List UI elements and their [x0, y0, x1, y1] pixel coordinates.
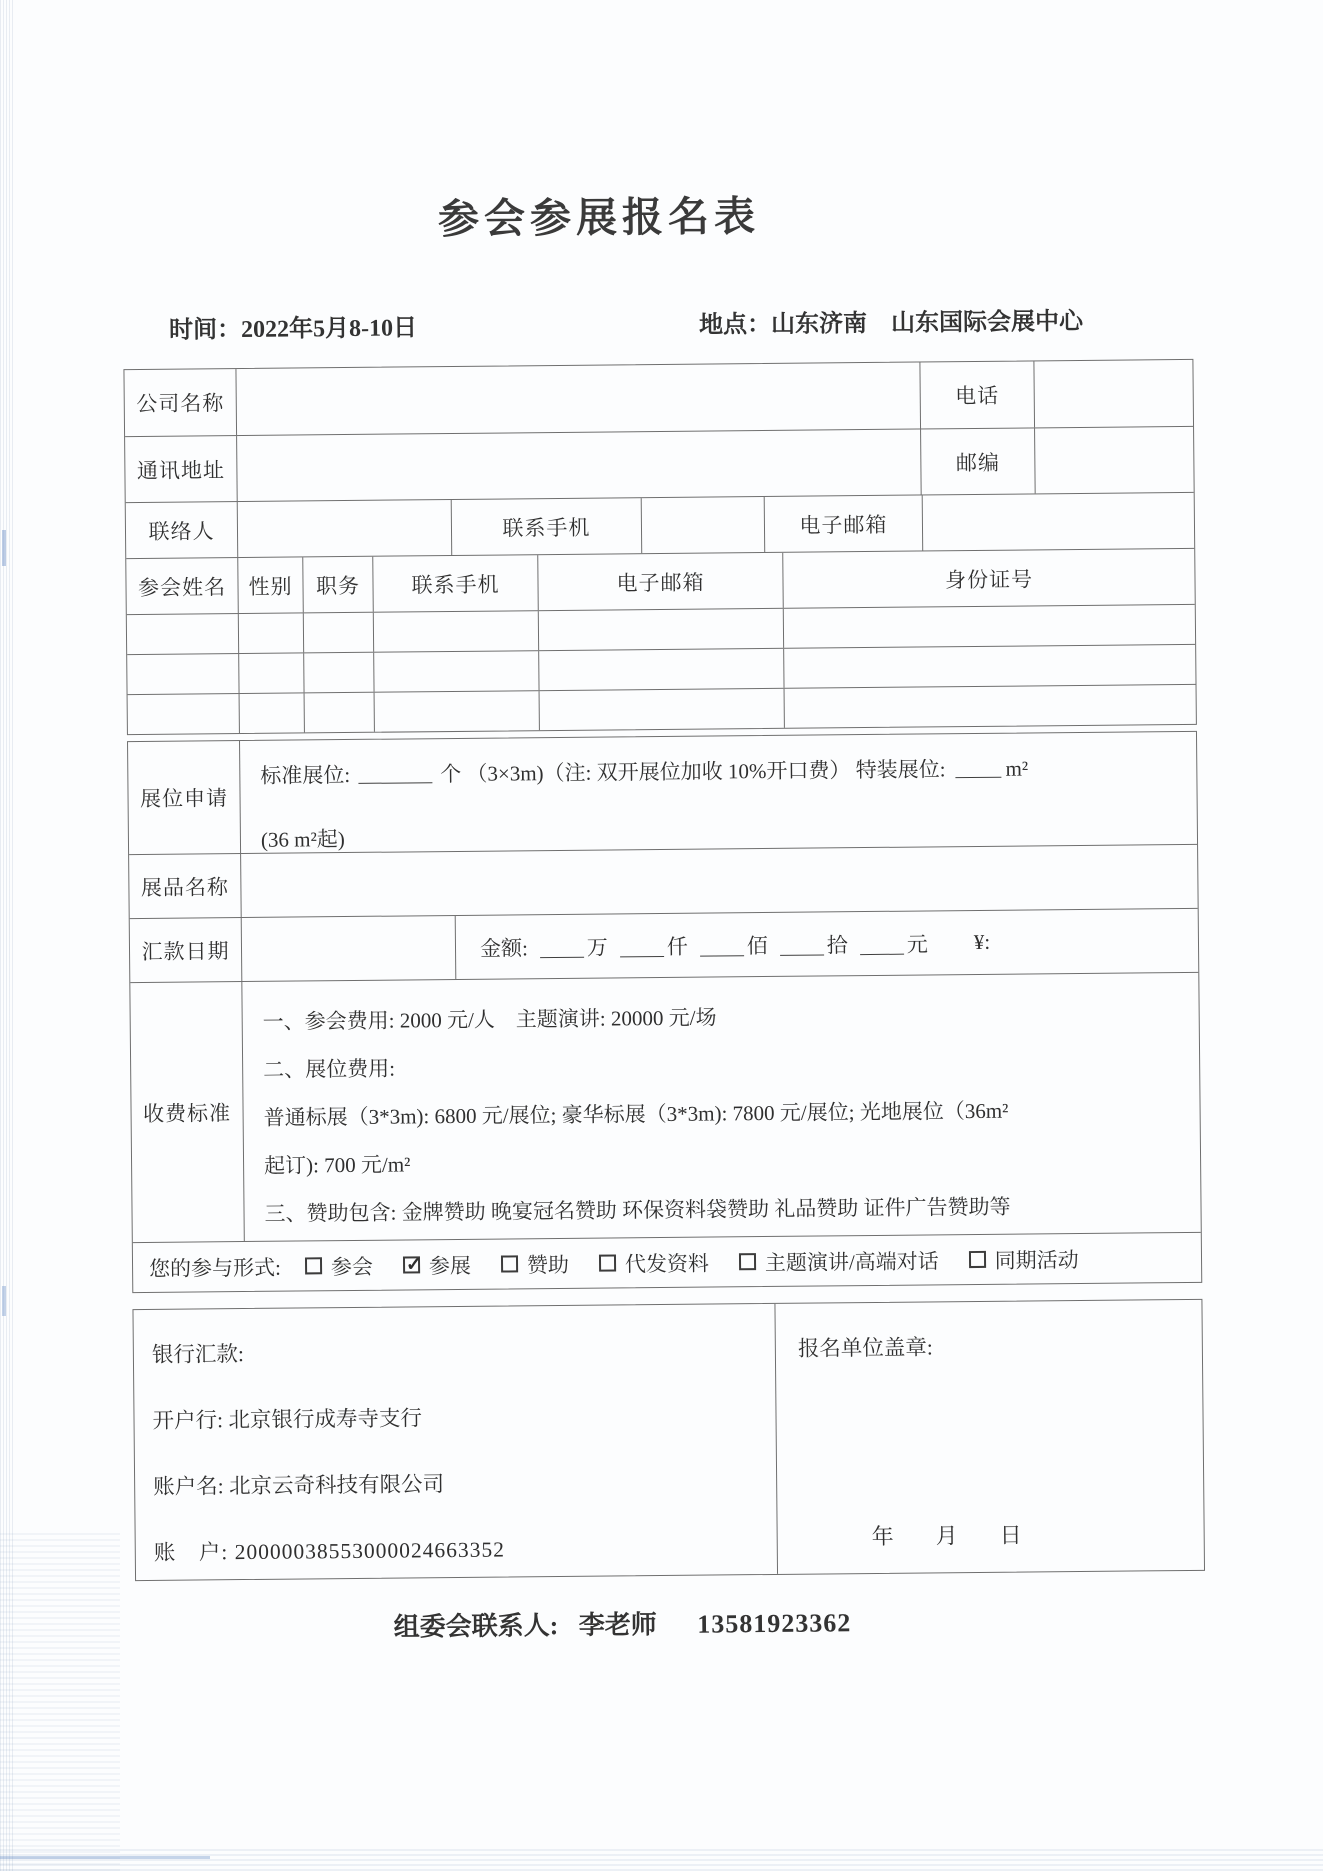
company-name-label: 公司名称	[124, 369, 237, 436]
participation-row	[133, 1232, 1201, 1292]
fee-standard-row	[130, 972, 1200, 1242]
option-keynote-dialog[interactable]: 主题演讲/高端对话	[739, 1245, 939, 1277]
bank-branch-line: 开户行: 北京银行成寿寺支行	[152, 1406, 422, 1433]
attendee-id-label: 身份证号	[944, 566, 1034, 592]
bank-remittance-title: 银行汇款:	[151, 1342, 244, 1367]
amount-blank[interactable]	[860, 932, 904, 954]
account-number-line: 账 户: 20000038553000024663352	[153, 1537, 506, 1565]
option-distribute-materials[interactable]: 代发资料	[599, 1247, 709, 1278]
exhibit-name-field[interactable]	[241, 845, 1198, 917]
amount-field[interactable]: 金额: 万 仟 佰 拾 元 ¥:	[479, 929, 991, 961]
amount-blank[interactable]	[620, 934, 664, 956]
booth-application-row	[128, 732, 1197, 854]
booth-count-blank[interactable]	[358, 761, 432, 784]
organizer-contact-line	[87, 1599, 1157, 1646]
option-sponsor[interactable]: 赞助	[501, 1248, 569, 1279]
option-attend[interactable]: 参会	[305, 1250, 373, 1281]
checkbox-sponsor[interactable]	[501, 1255, 518, 1272]
organizer-contact-label: 组委会联系人:	[393, 1611, 559, 1642]
contact-person-row	[126, 492, 1194, 558]
contact-email-field[interactable]	[923, 493, 1195, 551]
date-line	[871, 1519, 1021, 1551]
event-location: 地点：山东济南 山东国际会展中心	[698, 308, 1084, 339]
booth-area-blank[interactable]	[955, 756, 1001, 778]
organizer-contact-phone: 13581923362	[697, 1608, 852, 1639]
contact-person-field[interactable]	[238, 500, 453, 557]
attendee-email-label: 电子邮箱	[538, 553, 784, 610]
attendee-id-field[interactable]	[784, 645, 1195, 688]
address-label: 通讯地址	[125, 436, 238, 502]
postcode-label: 邮编	[921, 428, 1036, 494]
attendee-position-field[interactable]	[304, 613, 374, 653]
company-name-field[interactable]	[236, 362, 921, 435]
bank-info-cell	[133, 1304, 778, 1580]
attendee-gender-field[interactable]	[239, 613, 304, 653]
attendee-gender-field[interactable]	[240, 693, 305, 733]
seal-label: 报名单位盖章:	[797, 1335, 933, 1361]
fee-standard-label: 收费标准	[130, 982, 244, 1242]
option-exhibit[interactable]: ✓ 参展	[403, 1249, 471, 1280]
attendee-gender-label: 性别	[238, 557, 304, 613]
contact-email-label: 电子邮箱	[765, 495, 924, 552]
attendee-email-field[interactable]	[539, 609, 784, 650]
exhibit-name-label: 展品名称	[129, 854, 242, 918]
remittance-date-label: 汇款日期	[130, 918, 243, 982]
currency-label: ¥:	[973, 929, 991, 955]
seal-cell	[775, 1300, 1204, 1574]
amount-label: 金额:	[479, 935, 528, 961]
phone-field[interactable]	[1034, 360, 1193, 428]
checkbox-distribute-materials[interactable]	[599, 1254, 616, 1271]
attendee-position-field[interactable]	[305, 693, 375, 733]
participation-label: 您的参与形式:	[148, 1255, 282, 1281]
fee-line: 二、展位费用:	[263, 1056, 396, 1082]
address-row	[125, 426, 1194, 502]
address-field[interactable]	[237, 429, 922, 501]
attendee-email-field[interactable]	[539, 649, 784, 690]
fee-line: 普通标展（3*3m): 6800 元/展位; 豪华标展（3*3m): 7800 元/展位; 光地展位（36m²	[263, 1098, 1009, 1130]
booth-line-2: (36 m²起)	[260, 827, 345, 852]
booth-application-field[interactable]	[240, 732, 1197, 853]
fee-line: 一、参会费用: 2000 元/人 主题演讲: 20000 元/场	[262, 1005, 717, 1034]
fee-line: 起订): 700 元/m²	[263, 1152, 411, 1178]
amount-blank[interactable]	[700, 934, 744, 956]
amount-blank[interactable]	[780, 933, 824, 955]
attendee-name-field[interactable]	[128, 694, 240, 734]
attendee-mobile-field[interactable]	[375, 691, 540, 732]
exhibit-name-row	[129, 844, 1198, 918]
event-info-row	[123, 300, 1193, 345]
fee-line: 三、赞助包含: 金牌赞助 晚宴冠名赞助 环保资料袋赞助 礼品赞助 证件广告赞助等	[264, 1194, 1011, 1226]
checkbox-attend[interactable]	[305, 1257, 322, 1274]
organizer-contact-name: 李老师	[578, 1610, 657, 1640]
remittance-row	[130, 908, 1199, 982]
year-label: 年	[871, 1523, 894, 1550]
fee-standard-content	[242, 973, 1200, 1241]
bank-table	[132, 1299, 1205, 1581]
checkbox-exhibit[interactable]	[403, 1256, 420, 1273]
attendee-position-field[interactable]	[304, 653, 374, 693]
attendee-name-field[interactable]	[127, 654, 239, 694]
booth-application-label: 展位申请	[128, 741, 241, 854]
attendee-position-label: 职务	[303, 557, 374, 613]
contact-table	[123, 359, 1196, 735]
booth-fee-table	[127, 731, 1202, 1293]
day-label: 日	[999, 1522, 1022, 1548]
company-row	[124, 360, 1193, 436]
attendee-name-field[interactable]	[127, 614, 239, 654]
month-label: 月	[935, 1523, 958, 1549]
checkbox-keynote-dialog[interactable]	[739, 1253, 756, 1270]
checkbox-concurrent-activity[interactable]	[969, 1251, 986, 1268]
option-concurrent-activity[interactable]: 同期活动	[969, 1244, 1079, 1275]
amount-blank[interactable]	[540, 935, 584, 957]
attendee-id-field[interactable]	[784, 605, 1195, 648]
page-title: 参会参展报名表	[437, 193, 761, 243]
phone-label: 电话	[920, 361, 1035, 428]
event-time: 时间：2022年5月8-10日	[168, 315, 418, 344]
account-name-line: 账户名: 北京云奇科技有限公司	[153, 1472, 445, 1499]
attendee-gender-field[interactable]	[239, 653, 304, 693]
postcode-field[interactable]	[1035, 427, 1194, 494]
attendee-mobile-label: 联系手机	[373, 555, 539, 612]
attendee-id-field[interactable]	[785, 685, 1196, 728]
contact-mobile-field[interactable]	[642, 497, 766, 553]
contact-person-label: 联络人	[126, 502, 239, 558]
attendee-header-row	[126, 548, 1194, 614]
attendee-name-label: 参会姓名	[126, 558, 239, 614]
attendee-email-field[interactable]	[540, 689, 785, 730]
contact-mobile-label: 联系手机	[452, 498, 643, 555]
attendee-mobile-field[interactable]	[374, 651, 539, 692]
attendee-mobile-field[interactable]	[374, 611, 539, 652]
booth-line-1: 标准展位: 个 （3×3m)（注: 双开展位加收 10%开口费） 特装展位: m²	[260, 756, 1029, 788]
remittance-date-field[interactable]	[242, 916, 457, 981]
